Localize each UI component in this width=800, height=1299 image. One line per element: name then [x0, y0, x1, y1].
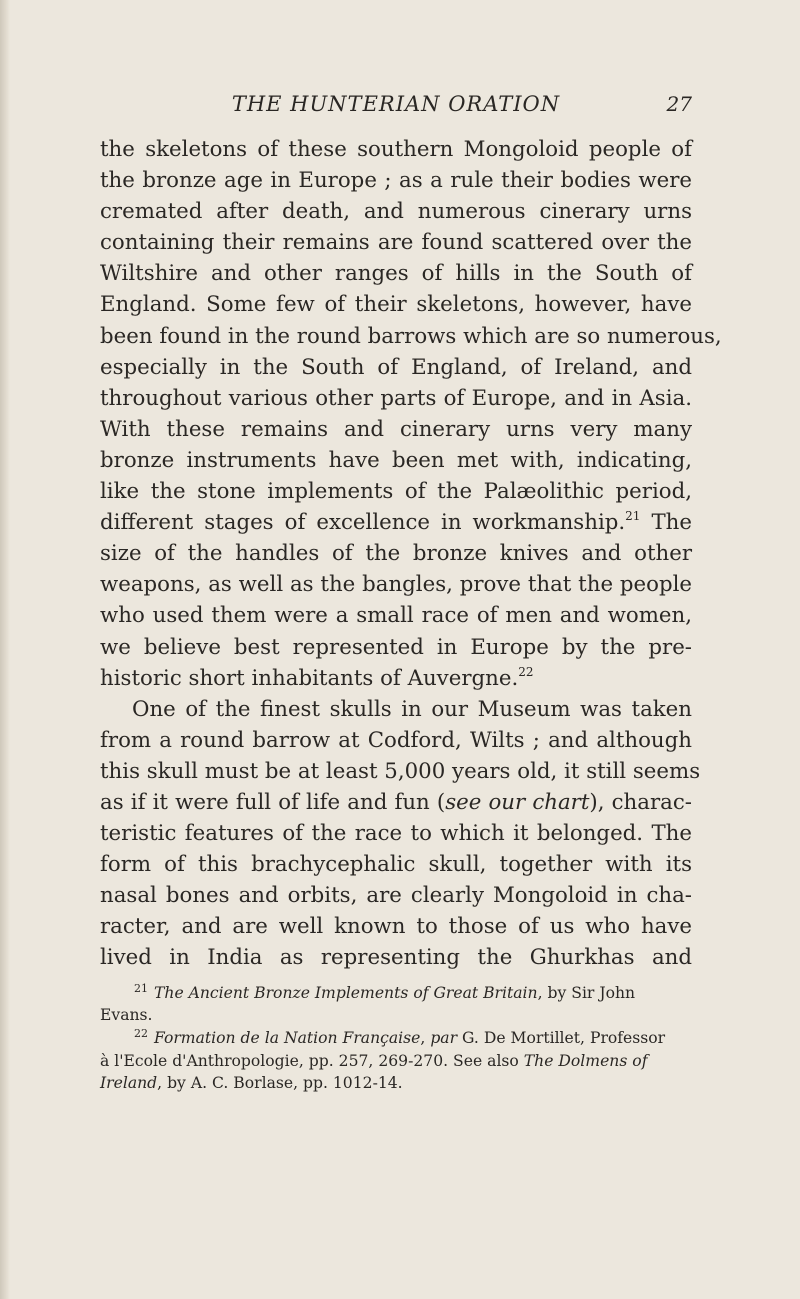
- footnote-text: , by A. C. Borlase, pp. 1012-14.: [157, 1074, 403, 1093]
- footnote-title: Formation de la Nation Française: [154, 1028, 421, 1047]
- text-line: cremated after death, and numerous cinerary urns: [100, 199, 692, 225]
- body-text: [100, 134, 722, 974]
- footnote-line: 21 The Ancient Bronze Implements of Great Britain, by Sir John: [134, 981, 636, 1002]
- text-line: throughout various other parts of Europe, and in Asia.: [100, 385, 692, 411]
- running-head: [100, 88, 692, 128]
- text-line: One of the finest skulls in our Museum was taken: [132, 696, 692, 722]
- text-line: who used them were a small race of men and women,: [100, 603, 692, 629]
- text-line-with-footnote-ref: [100, 663, 692, 694]
- footnote-21: [100, 982, 692, 1027]
- text-line: nasal bones and orbits, are clearly Mongoloid in cha-: [100, 883, 692, 909]
- footnote-line: [100, 1072, 692, 1095]
- text-line: Wiltshire and other ranges of hills in the South of: [100, 261, 692, 287]
- text-line: especially in the South of England, of Ireland, and: [100, 354, 692, 380]
- text-line: containing their remains are found scattered over the: [100, 230, 692, 256]
- text-line: the bronze age in Europe ; as a rule their bodies were: [100, 168, 692, 194]
- text-fragment: historic short inhabitants of Auvergne.: [100, 665, 519, 691]
- text-line: form of this brachycephalic skull, together with its: [100, 852, 692, 878]
- text-fragment: ), charac-: [589, 789, 692, 815]
- footnote-line: 22 Formation de la Nation Française, par G. De Mortillet, Professor: [134, 1026, 666, 1047]
- text-fragment: as if it were full of life and fun (: [100, 789, 446, 815]
- text-fragment: different stages of excellence in workmanship.: [100, 510, 626, 536]
- footnote-text: , by Sir John: [537, 983, 636, 1002]
- footnote-22: [100, 1027, 692, 1095]
- page-edge-shadow: [0, 0, 10, 1299]
- paragraph-1: [100, 134, 722, 694]
- running-title: THE HUNTERIAN ORATION: [231, 92, 561, 116]
- text-line: teristic features of the race to which it belonged. The: [100, 821, 692, 847]
- footnote-title: The Ancient Bronze Implements of Great Britain: [154, 983, 538, 1002]
- text-line-with-italic: [100, 787, 692, 818]
- footnote-text: G. De Mortillet, Professor: [457, 1028, 666, 1047]
- footnote-line: Evans.: [100, 1006, 153, 1025]
- footnote-ref-21: 21: [625, 509, 641, 524]
- paragraph-2: [100, 694, 701, 974]
- footnote-text: à l'Ecole d'Anthropologie, pp. 257, 269-270. See also: [100, 1051, 524, 1070]
- page-number: 27: [666, 92, 692, 116]
- text-line: England. Some few of their skeletons, however, have: [100, 292, 692, 318]
- text-line: we believe best represented in Europe by the pre-: [100, 634, 692, 660]
- footnote-text: ,: [420, 1028, 431, 1047]
- text-line: been found in the round barrows which are so numerous,: [100, 323, 722, 349]
- text-line: this skull must be at least 5,000 years old, it still seems: [100, 758, 701, 784]
- footnote-italic: Ireland: [100, 1074, 158, 1093]
- text-line: from a round barrow at Codford, Wilts ; and although: [100, 727, 692, 753]
- text-line: bronze instruments have been met with, indicating,: [100, 447, 692, 473]
- footnote-ref-22: 22: [518, 664, 534, 679]
- book-page: [100, 88, 722, 1095]
- text-line: weapons, as well as the bangles, prove that the people: [100, 572, 692, 598]
- text-line: With these remains and cinerary urns very many: [100, 416, 692, 442]
- text-line: the skeletons of these southern Mongoloid people of: [100, 137, 692, 162]
- text-line: size of the handles of the bronze knives and other: [100, 541, 692, 567]
- text-line: racter, and are well known to those of us who have: [100, 914, 692, 940]
- footnote-italic: par: [430, 1028, 458, 1047]
- text-line: like the stone implements of the Palæolithic period,: [100, 479, 692, 505]
- text-line: lived in India as representing the Ghurkhas and: [100, 945, 692, 971]
- italic-reference: see our chart: [445, 789, 590, 815]
- footnotes: [100, 982, 692, 1096]
- text-line-with-footnote-ref: [100, 507, 692, 538]
- footnote-line: [100, 1050, 692, 1073]
- text-fragment: The: [640, 510, 693, 536]
- footnote-italic: The Dolmens of: [523, 1051, 648, 1070]
